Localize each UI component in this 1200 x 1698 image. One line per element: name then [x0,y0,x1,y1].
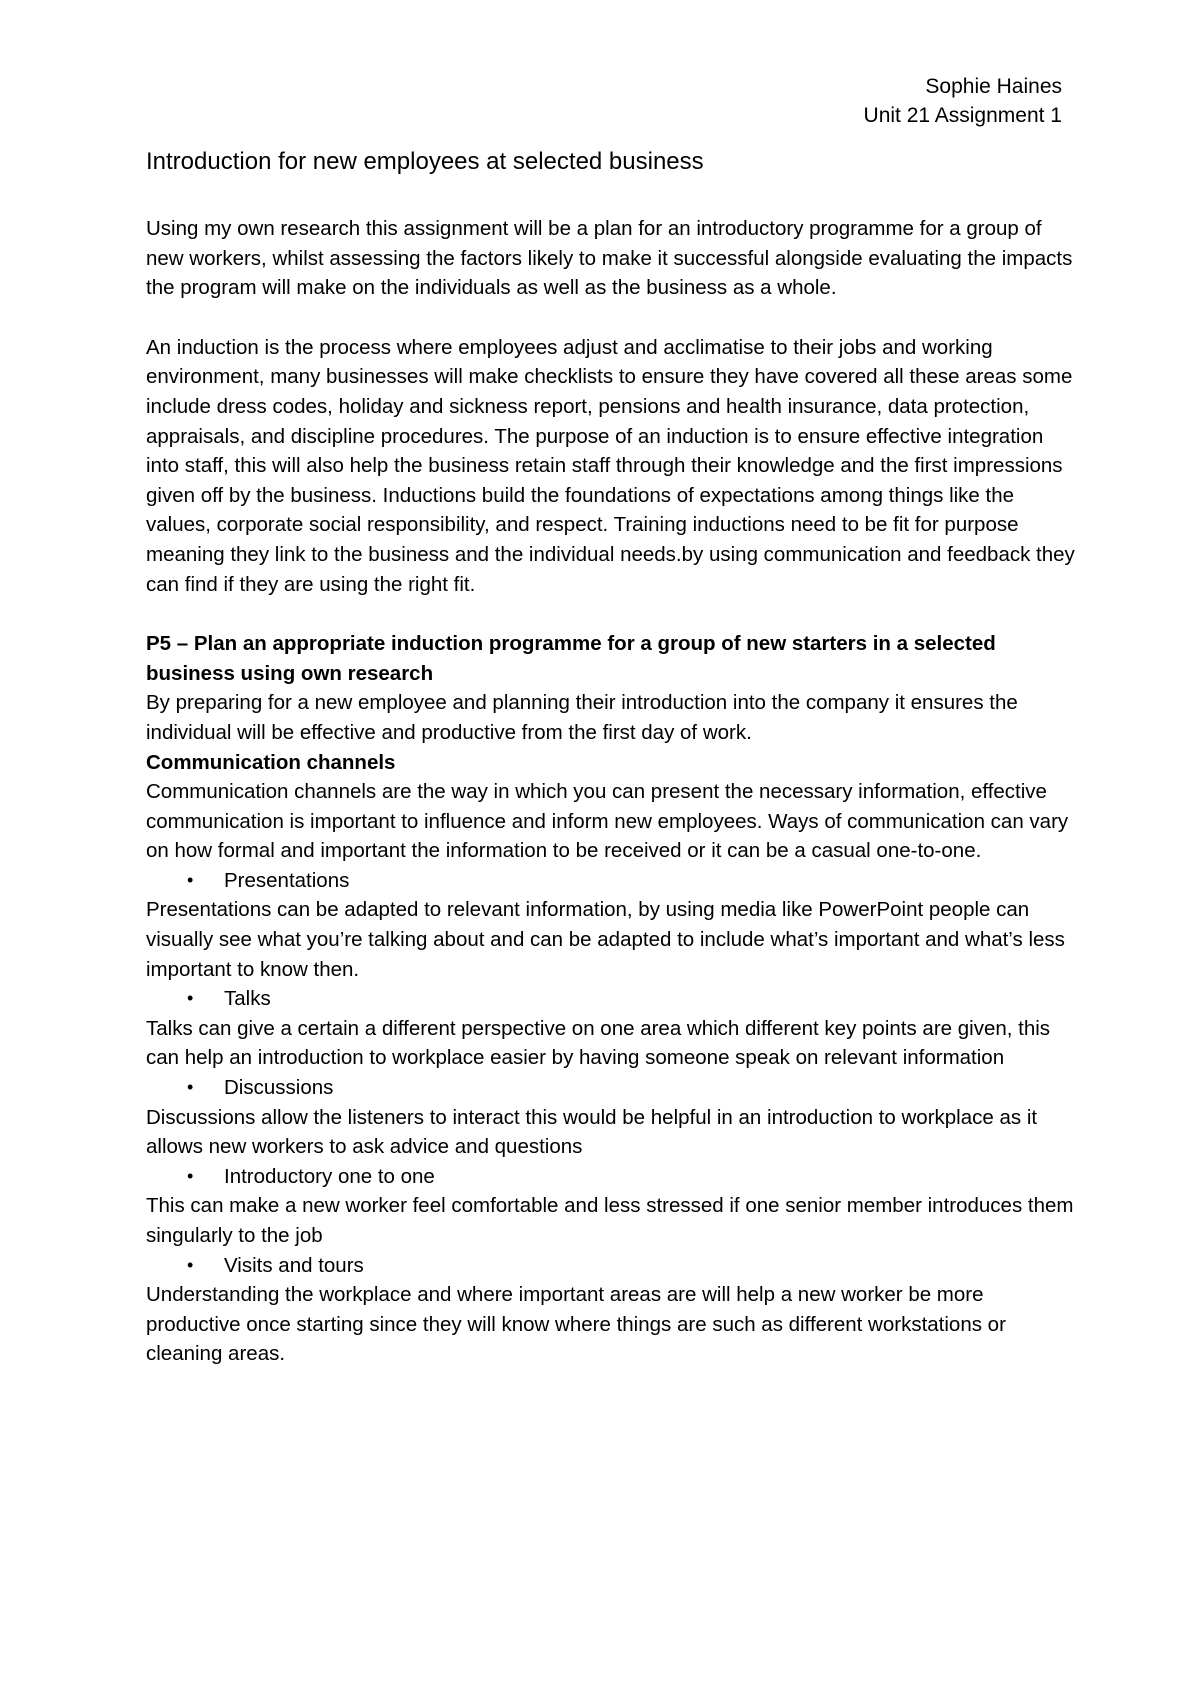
paragraph-spacer [146,599,1076,629]
bullet-icon: • [187,1165,194,1186]
document-title: Introduction for new employees at selected business [146,148,704,175]
bullet-icon: • [187,1254,194,1275]
bullet-icon: • [187,988,194,1009]
presentations-paragraph: Presentations can be adapted to relevant information, by using media like PowerPoint people can visually see what you’re talking about and can be adapted to include what’s important and what’s less important to know then. [146,898,1065,981]
bullet-visits-and-tours [146,1251,1076,1281]
p5-paragraph: By preparing for a new employee and planning their introduction into the company it ensures the individual will be effective and productive from the first day of work. [146,691,1018,744]
bullet-discussions [146,1073,1076,1103]
bullet-icon: • [187,1077,194,1098]
bullet-icon: • [187,869,194,890]
bullet-label: Introductory one to one [224,1164,435,1188]
paragraph-spacer [146,303,1076,333]
p5-heading: P5 – Plan an appropriate induction programme for a group of new starters in a selected business using own research [146,632,996,685]
bullet-label: Talks [224,987,271,1011]
unit-label: Unit 21 Assignment 1 [863,104,1062,127]
intro-paragraph-2: An induction is the process where employees adjust and acclimatise to their jobs and working environment, many businesses will make checklists to ensure they have covered all these areas some include dress codes, holiday and sickness report, pensions and health insurance, data protection, appraisals, and discipline procedures. The purpose of an induction is to ensure effective integration into staff, this will also help the business retain staff through their knowledge and the first impressions given off by the business. Inductions build the foundations of expectations among things like the values, corporate social responsibility, and respect. Training inductions need to be fit for purpose meaning they link to the business and the individual needs.by using communication and feedback they can find if they are using the right fit. [146,335,1075,596]
bullet-introductory-one-to-one [146,1162,1076,1192]
discussions-paragraph: Discussions allow the listeners to interact this would be helpful in an introduction to workplace as it allows new workers to ask advice and questions [146,1105,1038,1159]
bullet-label: Visits and tours [224,1253,364,1277]
introductory-one-to-one-paragraph: This can make a new worker feel comfortable and less stressed if one senior member introduces them singularly to the job [146,1194,1074,1247]
bullet-presentations [146,866,1076,896]
communication-channels-paragraph: Communication channels are the way in which you can present the necessary information, effective communication is important to influence and inform new employees. Ways of communication can vary on how formal and important the information to be received or it can be a casual one-to-one. [146,780,1069,863]
document-body [146,146,1076,1369]
talks-paragraph: Talks can give a certain a different perspective on one area which different key points are given, this can help an introduction to workplace easier by having someone speak on relevant information [146,1016,1051,1070]
bullet-talks [146,984,1076,1014]
intro-paragraph-1: Using my own research this assignment will be a plan for an introductory programme for a group of new workers, whilst assessing the factors likely to make it successful alongside evaluating the impacts the program will make on the individuals as well as the business as a whole. [146,217,1073,300]
bullet-label: Discussions [224,1076,334,1100]
author-name: Sophie Haines [925,75,1062,98]
communication-channels-heading: Communication channels [146,750,396,774]
document-header [864,72,1062,130]
visits-and-tours-paragraph: Understanding the workplace and where important areas are will help a new worker be more productive once starting since they will know where things are such as different workstations or cleaning areas. [146,1283,1006,1366]
bullet-label: Presentations [224,868,350,892]
